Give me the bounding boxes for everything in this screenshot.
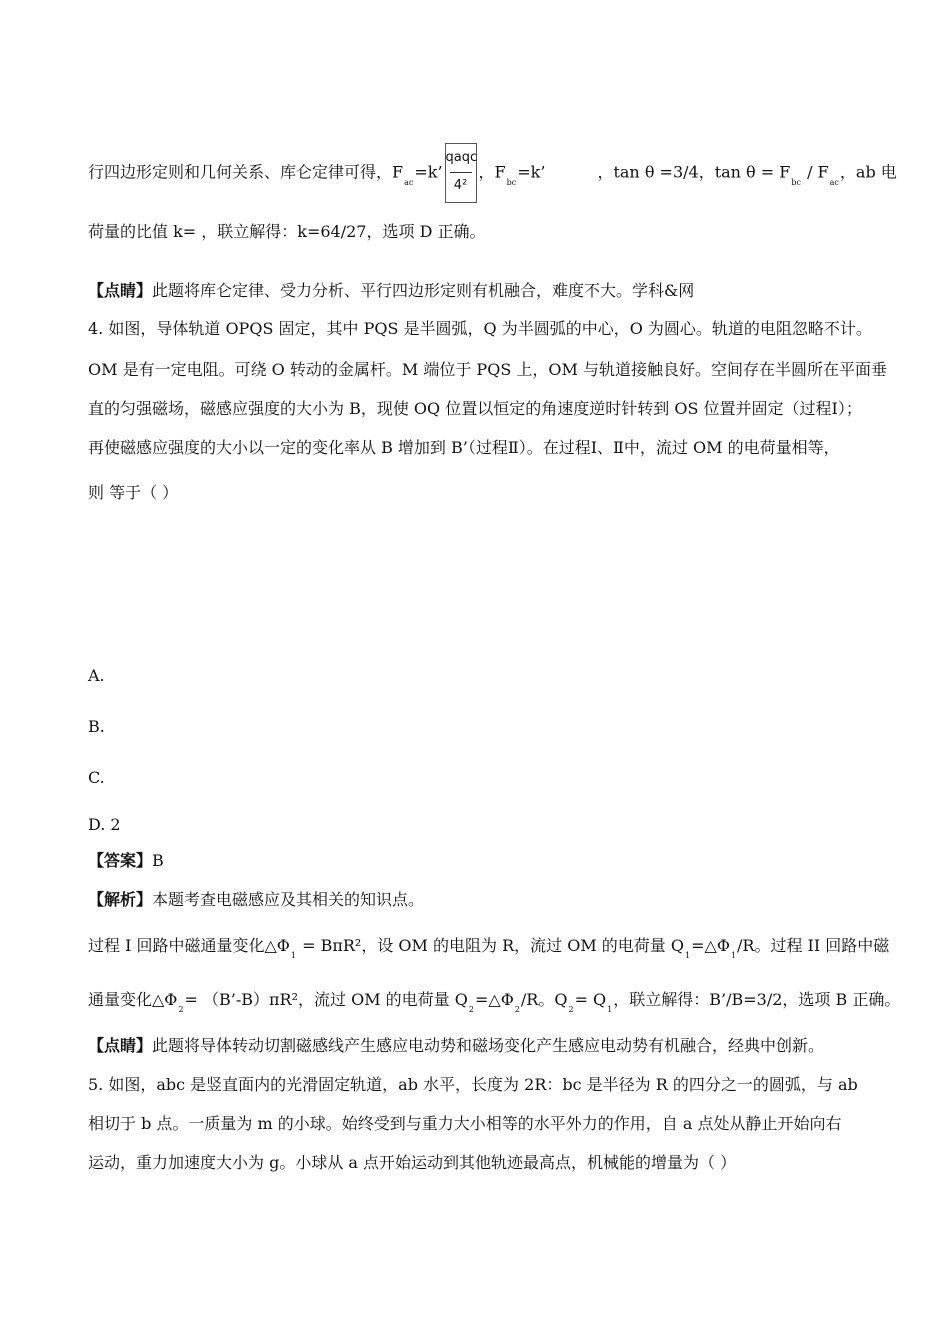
q5-line-2: 相切于 b 点。一质量为 m 的小球。始终受到与重力大小相等的水平外力的作用，自 a 点处从静止开始向右 [88, 1114, 842, 1133]
q4-line-5: 则 等于（ ） [88, 483, 179, 502]
q4-line-1: 4. 如图，导体轨道 OPQS 固定，其中 PQS 是半圆弧，Q 为半圆弧的中心，O 为圆心。轨道的电阻忽略不计。 [88, 319, 872, 338]
solution-line-1: 过程 I 回路中磁通量变化$\triangle\Phi_1 = B\pi R^2$，设 OM 的电阻为 R，流过 OM 的电荷量 $Q_1=\triangle\Phi_1/R$。过程 II 回路中磁 [88, 936, 890, 960]
q5-line-3: 运动，重力加速度大小为 g。小球从 a 点开始运动到其他轨迹最高点，机械能的增量为（ ） [88, 1153, 737, 1172]
option-a: A. [88, 666, 105, 685]
prev-line-1: 行四边形定则和几何关系、库仑定律可得，$F_{ac}=k$’ $\frac{\text{qaqc}}{\text{4²}}$ ，$F_{bc}=k$’ ，tan θ =3/4，$\tan \theta = F_{bc} / F_{ac}$，ab 电 [88, 143, 897, 203]
option-c: C. [88, 768, 105, 787]
option-b: B. [88, 717, 105, 736]
q4-line-3: 直的匀强磁场，磁感应强度的大小为 B，现使 OQ 位置以恒定的角速度逆时针转到 OS 位置并固定（过程Ⅰ）； [88, 399, 862, 418]
coulomb-fraction: $\frac{\text{qaqc}}{\text{4²}}$ [445, 143, 477, 203]
q4-dianjing: 【点睛】此题将导体转动切割磁感线产生感应电动势和磁场变化产生感应电动势有机融合，经典中创新。 [88, 1036, 825, 1055]
q5-line-1: 5. 如图，abc 是竖直面内的光滑固定轨道，ab 水平，长度为 2R：bc 是半径为 R 的四分之一的圆弧，与 ab [88, 1075, 858, 1094]
prev-dianjing: 【点睛】此题将库仑定律、受力分析、平行四边形定则有机融合，难度不大。学科&网 [88, 281, 695, 300]
answer-line: 【答案】B [88, 851, 164, 870]
solution-line-2: 通量变化$\triangle\Phi_2=$ （B’-B）πR²，流过 OM 的电荷量 $Q_2=\triangle\Phi_2/R$。$Q_2= Q_1$，联立解得：B’/B=3/2，选项 B 正确。 [88, 990, 901, 1014]
analysis-line: 【解析】本题考查电磁感应及其相关的知识点。 [88, 890, 425, 909]
option-d: D. 2 [88, 815, 121, 834]
prev-line-2: 荷量的比值 k= ，联立解得：k=64/27，选项 D 正确。 [88, 222, 486, 241]
q4-line-4: 再使磁感应强度的大小以一定的变化率从 B 增加到 B’（过程Ⅱ）。在过程Ⅰ、Ⅱ中，流过 OM 的电荷量相等， [88, 438, 840, 457]
q4-line-2: OM 是有一定电阻。可绕 O 转动的金属杆。M 端位于 PQS 上，OM 与轨道接触良好。空间存在半圆所在平面垂 [88, 360, 887, 379]
